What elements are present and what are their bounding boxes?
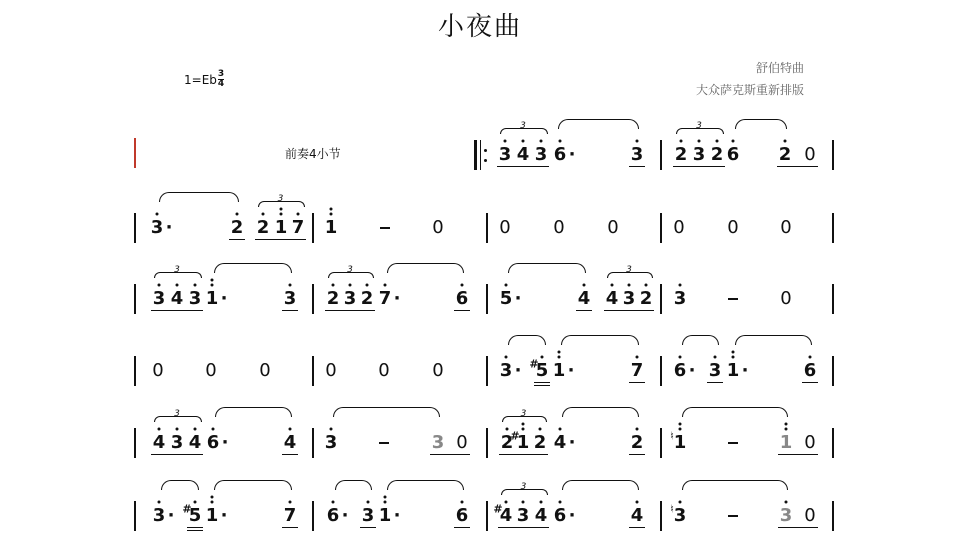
augmentation-dot: · [220,288,228,309]
duration-underline [151,310,203,311]
octave-dot-above [522,501,525,504]
octave-dot-above [785,501,788,504]
octave-dot-above [539,428,542,431]
barline [312,501,314,531]
note: 1 [205,505,219,526]
octave-dot-above [785,423,788,426]
triplet-number: 3 [626,265,632,275]
note: 3 [283,288,297,309]
octave-dot-above [505,284,508,287]
note: 4 [605,288,619,309]
note: 4 [170,288,184,309]
slur-arc [508,263,586,273]
note: 3 [188,288,202,309]
octave-dot-above [636,140,639,143]
augmentation-dot: · [514,288,522,309]
augmentation-dot: · [568,144,576,165]
note: 4 [534,505,548,526]
arranger-credit: 大众萨克斯重新排版 [695,83,804,97]
octave-dot-above [289,501,292,504]
note: 0 [607,217,619,238]
note: 0 [780,288,792,309]
note: 3 [431,432,445,453]
barline [832,428,834,458]
key-signature [184,70,224,89]
augmentation-dot: · [514,360,522,381]
octave-dot-above [330,428,333,431]
barline [486,501,488,531]
augmentation-dot: · [221,432,229,453]
slur-arc [682,407,788,417]
note: 3 [622,288,636,309]
natural-sign: ♮ [670,429,674,443]
duration-underline [187,527,203,528]
octave-dot-above [583,284,586,287]
note: 1 [552,360,566,381]
note: 3 [499,360,513,381]
duration-underline [778,527,818,528]
augmentation-dot: · [741,360,749,381]
note: 0 [499,217,511,238]
prelude-label: 前奏4小节 [285,147,341,161]
time-top: 3 [217,69,225,79]
note: 2 [674,144,688,165]
duration-underline [629,454,645,455]
note: 3 [498,144,512,165]
time-bottom: 4 [217,79,225,89]
slur-arc [333,407,440,417]
sustain-dash [380,227,390,229]
octave-dot-above [297,213,300,216]
octave-dot-above [716,140,719,143]
note: 4 [630,505,644,526]
note: 2 [630,432,644,453]
augmentation-dot: · [167,505,175,526]
note: 5 [188,505,202,526]
octave-dot-above [236,213,239,216]
note: 0 [673,217,685,238]
octave-dot-above [679,423,682,426]
slur-arc [387,263,464,273]
octave-dot-above [680,140,683,143]
duration-underline [282,454,298,455]
barline [832,213,834,243]
octave-dot-above [679,501,682,504]
note: 5 [535,360,549,381]
duration-underline [629,382,645,383]
octave-dot-above [636,501,639,504]
barline [486,284,488,314]
octave-dot-above [636,428,639,431]
sustain-dash [728,442,738,444]
triplet-number: 3 [277,194,284,204]
octave-dot-above [158,428,161,431]
octave-dot-above [559,501,562,504]
note: 4 [553,432,567,453]
duration-underline [229,239,245,240]
duration-underline [629,527,645,528]
key-label: 1=Eb [184,72,217,87]
octave-dot-above [280,208,283,211]
octave-dot-above [522,423,525,426]
note: 4 [516,144,530,165]
note: 3 [343,288,357,309]
octave-dot-above [645,284,648,287]
note: 2 [326,288,340,309]
note: 2 [533,432,547,453]
barline [660,501,662,531]
note: 6 [455,288,469,309]
note: 7 [291,217,305,238]
duration-underline [360,527,376,528]
duration-underline [282,527,298,528]
note: 6 [553,505,567,526]
octave-dot-above [194,284,197,287]
octave-dot-above [559,428,562,431]
duration-underline [430,454,470,455]
note: 3 [150,217,164,238]
octave-dot-above [211,284,214,287]
note: 2 [710,144,724,165]
note: 2 [360,288,374,309]
note: 2 [500,432,514,453]
note: 6 [206,432,220,453]
note: 2 [639,288,653,309]
note: 4 [188,432,202,453]
note: 3 [534,144,548,165]
octave-dot-above [330,213,333,216]
note: 3 [152,505,166,526]
note: 0 [152,360,164,381]
note: 6 [326,505,340,526]
octave-dot-above [558,356,561,359]
barline [312,284,314,314]
duration-underline [778,454,818,455]
barline [134,213,136,243]
duration-underline [629,166,645,167]
octave-dot-above [211,501,214,504]
natural-sign: ♮ [670,502,674,516]
octave-dot-above [540,501,543,504]
note: 1 [516,432,530,453]
slur-arc [214,480,292,490]
triplet-number: 3 [520,482,527,492]
octave-dot-above [349,284,352,287]
duration-underline [151,454,203,455]
note: 1 [274,217,288,238]
octave-dot-above [732,356,735,359]
note: 0 [378,360,390,381]
octave-dot-above [212,428,215,431]
note: 1 [673,432,687,453]
octave-dot-above [461,501,464,504]
note: 2 [230,217,244,238]
slur-arc [558,119,639,129]
triplet-number: 3 [174,265,180,275]
octave-dot-above [384,496,387,499]
note: 3 [630,144,644,165]
duration-underline [499,454,548,455]
slur-arc [562,480,639,490]
octave-dot-above [211,279,214,282]
barline [660,140,662,170]
octave-dot-above [194,501,197,504]
duration-underline [707,382,723,383]
note: 3 [692,144,706,165]
augmentation-dot: · [568,505,576,526]
barline [134,284,136,314]
augmentation-dot: · [568,432,576,453]
note: 0 [432,360,444,381]
octave-dot-above [262,213,265,216]
octave-dot-above [809,356,812,359]
repeat-thin-line [480,140,481,170]
duration-underline [498,527,549,528]
note: 4 [152,432,166,453]
augmentation-dot: · [341,505,349,526]
octave-dot-above [332,501,335,504]
sustain-dash [728,298,738,300]
triplet-number: 3 [696,121,702,131]
slur-arc [735,119,787,129]
augmentation-dot: · [393,505,401,526]
octave-dot-above [384,501,387,504]
barline [832,284,834,314]
triplet-number: 3 [520,121,526,131]
barline [486,213,488,243]
octave-dot-above [504,140,507,143]
sharp-sign: # [529,357,539,371]
page-title: 小夜曲 [437,12,522,42]
octave-dot-above [366,284,369,287]
octave-dot-above [732,351,735,354]
duration-underline [604,310,654,311]
slur-arc [735,335,812,345]
duration-underline [576,310,592,311]
repeat-thick-line [474,140,477,170]
augmentation-dot: · [220,505,228,526]
triplet-number: 3 [347,265,353,275]
note: 4 [577,288,591,309]
note: 3 [170,432,184,453]
octave-dot-above [505,501,508,504]
note: 6 [726,144,740,165]
octave-dot-above [784,140,787,143]
duration-underline [802,382,818,383]
repeat-dot [484,149,487,152]
note: 4 [283,432,297,453]
barline [660,284,662,314]
note: 1 [324,217,338,238]
barline [832,356,834,386]
note: 5 [499,288,513,309]
augmentation-dot: · [393,288,401,309]
note: 7 [378,288,392,309]
note: 6 [553,144,567,165]
note: 0 [780,217,792,238]
note: 3 [324,432,338,453]
duration-underline [187,530,203,531]
octave-dot-above [628,284,631,287]
note: 0 [456,432,468,453]
octave-dot-above [679,284,682,287]
octave-dot-above [732,140,735,143]
octave-dot-above [679,356,682,359]
note: 0 [432,217,444,238]
triplet-number: 3 [520,409,527,419]
octave-dot-above [332,284,335,287]
note: 1 [378,505,392,526]
octave-dot-above [698,140,701,143]
note: 6 [803,360,817,381]
slur-arc [335,480,372,490]
note: 4 [499,505,513,526]
octave-dot-above [522,140,525,143]
duration-underline [454,527,470,528]
octave-dot-above [714,356,717,359]
note: 3 [673,288,687,309]
note: 1 [779,432,793,453]
octave-dot-above [785,428,788,431]
triplet-number: 3 [174,409,180,419]
augmentation-dot: · [165,217,173,238]
octave-dot-above [367,501,370,504]
slur-arc [561,335,639,345]
slur-arc [562,407,639,417]
barline [486,428,488,458]
barline [660,356,662,386]
octave-dot-above [280,213,283,216]
slur-arc [161,480,199,490]
barline [486,356,488,386]
augmentation-dot: · [567,360,575,381]
octave-dot-above [158,284,161,287]
barline [134,356,136,386]
duration-underline [497,166,549,167]
time-signature [218,70,224,89]
octave-dot-above [194,428,197,431]
octave-dot-above [289,428,292,431]
barline [134,428,136,458]
note: 2 [778,144,792,165]
duration-underline [325,310,375,311]
note: 1 [726,360,740,381]
barline [660,428,662,458]
note: 3 [361,505,375,526]
duration-underline [454,310,470,311]
note: 3 [152,288,166,309]
note: 2 [256,217,270,238]
note: 0 [804,432,816,453]
duration-underline [673,166,725,167]
note: 3 [516,505,530,526]
barline [832,501,834,531]
barline [660,213,662,243]
octave-dot-above [384,284,387,287]
repeat-dot [484,159,487,162]
note: 0 [259,360,271,381]
sustain-dash [728,515,738,517]
barline [312,356,314,386]
note: 7 [630,360,644,381]
octave-dot-above [461,284,464,287]
note: 0 [205,360,217,381]
octave-dot-above [176,428,179,431]
note: 0 [325,360,337,381]
note: 0 [553,217,565,238]
sharp-sign: # [493,502,503,516]
octave-dot-above [176,284,179,287]
note: 6 [673,360,687,381]
duration-underline [534,382,550,383]
composer-credit: 舒伯特曲 [755,61,804,75]
barline [312,428,314,458]
octave-dot-above [679,428,682,431]
sharp-sign: # [182,502,192,516]
octave-dot-above [636,356,639,359]
octave-dot-above [156,213,159,216]
octave-dot-above [559,140,562,143]
note: 6 [455,505,469,526]
octave-dot-above [540,140,543,143]
note: 1 [205,288,219,309]
slur-arc [387,480,464,490]
augmentation-dot: · [688,360,696,381]
octave-dot-above [289,284,292,287]
slur-arc [682,335,719,345]
slur-arc [214,263,292,273]
note: 0 [727,217,739,238]
slur-arc [682,480,788,490]
note: 7 [283,505,297,526]
octave-dot-above [505,356,508,359]
note: 0 [804,144,816,165]
octave-dot-above [522,428,525,431]
barline [832,140,834,170]
octave-dot-above [158,501,161,504]
octave-dot-above [541,356,544,359]
red-marker [134,138,136,168]
duration-underline [777,166,818,167]
note: 3 [779,505,793,526]
octave-dot-above [558,351,561,354]
octave-dot-above [211,496,214,499]
barline [134,501,136,531]
note: 3 [673,505,687,526]
sharp-sign: # [510,429,520,443]
note: 0 [804,505,816,526]
duration-underline [534,385,550,386]
barline [312,213,314,243]
slur-arc [159,192,239,202]
slur-arc [215,407,292,417]
octave-dot-above [506,428,509,431]
note: 3 [708,360,722,381]
octave-dot-above [330,208,333,211]
octave-dot-above [611,284,614,287]
slur-arc [508,335,546,345]
sustain-dash [379,442,389,444]
duration-underline [255,239,306,240]
duration-underline [282,310,298,311]
